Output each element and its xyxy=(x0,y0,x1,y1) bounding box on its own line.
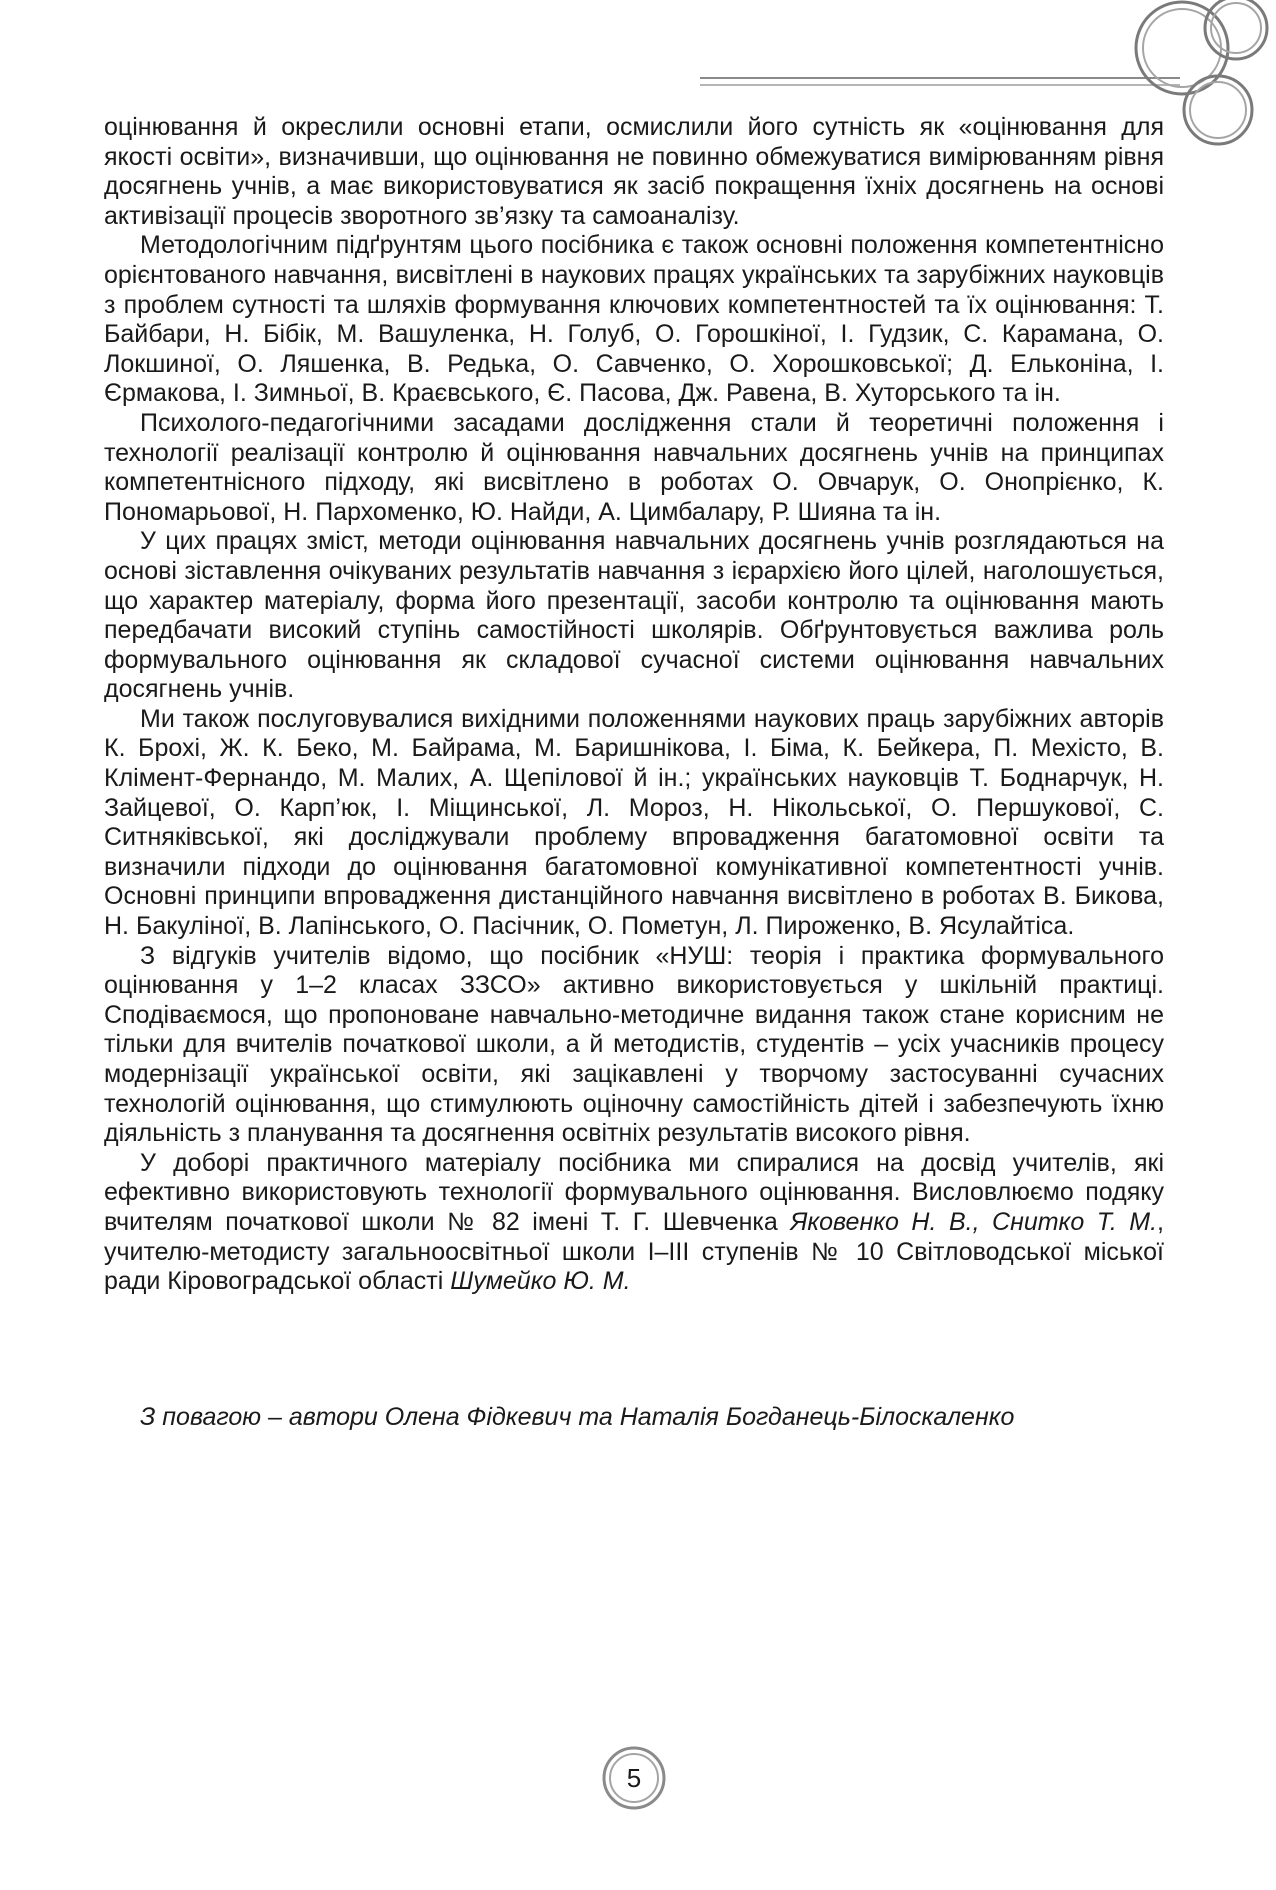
body-text xyxy=(104,113,1164,1297)
page-number: 5 xyxy=(626,1763,642,1793)
page-number-badge xyxy=(602,1746,666,1810)
teacher-name: Шумейко Ю. М. xyxy=(450,1267,631,1296)
paragraph: З відгуків учителів відомо, що посібник «НУШ: теорія і практика формувального оцінювання у 1–2 класах ЗЗСО» активно використовується у шкільній практиці. Сподіваємося, що пропоноване навчально-методичне видання також стане корисним не тільки для вчителів початкової школи, а й методистів, студентів – усіх учасників процесу модернізації української освіти, які зацікавлені у творчому застосуванні сучасних технологій оцінювання, що стимулюють оціночну самостійність дітей і забезпечують їхню діяльність з планування та досягнення освітніх результатів високого рівня. xyxy=(104,941,1164,1148)
paragraph-text: , учителю-методисту загальноосвітньої школи І–ІІІ ступенів № 10 Світловодської міської ради Кіровоградської області xyxy=(104,1207,1164,1296)
paragraph: У цих працях зміст, методи оцінювання навчальних досягнень учнів розглядаються на основі зіставлення очікуваних результатів навчання з ієрархією його цілей, наголошується, що характер матеріалу, форма його презентації, засоби контролю та оцінювання мають передбачати високий ступінь самостійності школярів. Обґрунтовується важлива роль формувального оцінювання як складової сучасної системи оцінювання навчальних досягнень учнів. xyxy=(104,527,1164,704)
teacher-names: Яковенко Н. В., Снитко Т. М. xyxy=(790,1207,1158,1236)
paragraph: оцінювання й окреслили основні етапи, осмислили його сутність як «оцінювання для якості освіти», визначивши, що оцінювання не повинно обмежуватися вимірюванням рівня досягнень учнів, а має використовуватися як засіб покращення їхніх досягнень на основі активізації процесів зворотного зв’язку та самоаналізу. xyxy=(104,113,1164,230)
paragraph-text: У доборі практичного матеріалу посібника ми спиралися на досвід учителів, які ефективно використовують технології формувального оцінювання. Висловлюємо подяку вчителям початкової школи № 82 імені Т. Г. Шевченка xyxy=(104,1148,1164,1236)
paragraph xyxy=(104,1149,1164,1297)
paragraph: Методологічним підґрунтям цього посібника є також основні положення компетентнісно орієнтованого навчання, висвітлені в наукових працях українських та зарубіжних науковців з проблем сутності та шляхів формування ключових компетентностей та їх оцінювання: Т. Байбари, Н. Бібік, М. Вашуленка, Н. Голуб, О. Горошкіної, І. Гудзик, С. Карамана, О. Локшиної, О. Ляшенка, В. Редька, О. Савченко, О. Хорошковської; Д. Ельконіна, І. Єрмакова, І. Зимньої, В. Краєвського, Є. Пасова, Дж. Равена, В. Хуторського та ін. xyxy=(104,231,1164,408)
paragraph: Психолого-педагогічними засадами дослідження стали й теоретичні положення і технології реалізації контролю й оцінювання навчальних досягнень учнів на принципах компетентнісного підходу, які висвітлено в роботах О. Овчарук, О. Онопрієнко, К. Пономарьової, Н. Пархоменко, Ю. Найди, А. Цимбалару, Р. Шияна та ін. xyxy=(104,408,1164,526)
paragraph: Ми також послуговувалися вихідними положеннями наукових праць зарубіжних авторів К. Брохі, Ж. К. Беко, М. Байрама, М. Баришнікова, І. Біма, К. Бейкера, П. Мехісто, В. Клімент-Фернандо, М. Малих, А. Щепілової й ін.; українських науковців Т. Боднарчук, Н. Зайцевої, О. Карп’юк, І. Міщинської, Л. Мороз, Н. Нікольської, О. Першукової, С. Ситняківської, які досліджували проблему впровадження багатомовної освіти та визначили підходи до оцінювання багатомовної комунікативної компетентності учнів. Основні принципи впровадження дистанційного навчання висвітлено в роботах В. Бикова, Н. Бакуліної, В. Лапінського, О. Пасічник, О. Пометун, Л. Пироженко, В. Ясулайтіса. xyxy=(104,704,1164,941)
authors-signature: З повагою – автори Олена Фідкевич та Наталія Богданець-Білоскаленко xyxy=(140,1403,1015,1431)
